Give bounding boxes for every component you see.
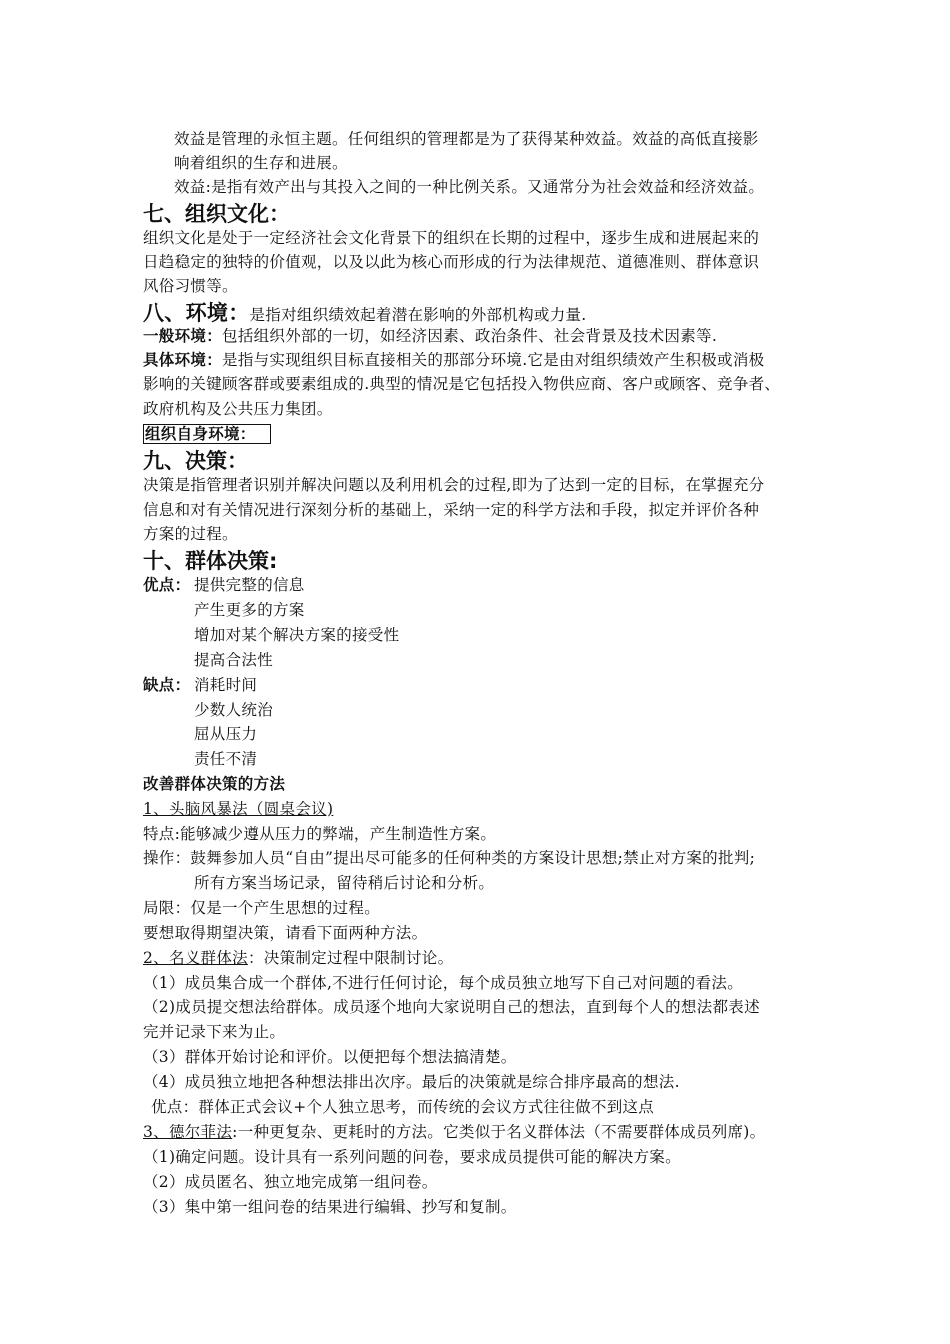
general-environment-line (143, 324, 717, 348)
brainstorm-operation-2: 所有方案当场记录，留待稍后讨论和分析。 (194, 874, 495, 892)
nominal-title: 2、名义群体法 (143, 949, 248, 967)
decision-line-3: 方案的过程。 (143, 525, 238, 543)
pros-item-3: 增加对某个解决方案的接受性 (194, 626, 400, 644)
internal-environment-line (143, 422, 271, 446)
brainstorm-operation-1: 操作：鼓舞参加人员“自由”提出尽可能多的任何种类的方案设计思想;禁止对方案的批判; (143, 849, 756, 867)
efficiency-line-2: 响着组织的生存和进展。 (174, 154, 348, 172)
section-heading-culture: 七、组织文化： (143, 202, 290, 226)
improve-methods-title: 改善群体决策的方法 (143, 775, 286, 793)
decision-line-1: 决策是指管理者识别并解决问题以及利用机会的过程,即为了达到一定的目标，在掌握充分 (143, 476, 765, 494)
general-environment-text: 包括组织外部的一切，如经济因素、政治条件、社会背景及技术因素等. (222, 327, 718, 345)
brainstorm-feature: 特点:能够减少遵从压力的弊端，产生制造性方案。 (143, 825, 497, 843)
culture-line-3: 风俗习惯等。 (143, 277, 238, 295)
brainstorm-title: 1、头脑风暴法（圆桌会议) (143, 800, 334, 818)
pros-item-1: 提供完整的信息 (194, 576, 305, 594)
culture-line-1: 组织文化是处于一定经济社会文化背景下的组织在长期的过程中，逐步生成和进展起来的 (143, 229, 760, 247)
delphi-step-3: （3）集中第一组问卷的结果进行编辑、抄写和复制。 (143, 1198, 517, 1216)
brainstorm-limit: 局限：仅是一个产生思想的过程。 (143, 899, 381, 917)
cons-item-1: 消耗时间 (194, 676, 258, 694)
specific-environment-line-1 (143, 348, 764, 372)
section-heading-group-decision: 十、群体决策: (143, 549, 278, 573)
delphi-title-line (143, 1120, 765, 1144)
nominal-step-2-cont: 完并记录下来为止。 (143, 1023, 286, 1041)
pros-label: 优点： (143, 576, 191, 594)
delphi-step-2: （2）成员匿名、独立地完成第一组问卷。 (143, 1173, 438, 1191)
delphi-step-1: （1)确定问题。设计具有一系列问题的问卷，要求成员提供可能的解决方案。 (143, 1148, 681, 1166)
nominal-step-1: （1）成员集合成一个群体,不进行任何讨论，每个成员独立地写下自己对问题的看法。 (143, 974, 743, 992)
delphi-title-rest: :一种更复杂、更耗时的方法。它类似于名义群体法（不需要群体成员列席)。 (232, 1123, 766, 1141)
brainstorm-transition: 要想取得期望决策，请看下面两种方法。 (143, 924, 428, 942)
pros-item-2: 产生更多的方案 (194, 601, 305, 619)
efficiency-line-1: 效益是管理的永恒主题。任何组织的管理都是为了获得某种效益。效益的高低直接影 (174, 130, 759, 148)
nominal-title-rest: ：决策制定过程中限制讨论。 (247, 949, 454, 967)
decision-line-2: 信息和对有关情况进行深刻分析的基础上，采纳一定的科学方法和手段，拟定并评价各种 (143, 501, 760, 519)
cons-item-2: 少数人统治 (194, 701, 274, 719)
nominal-step-2: （2)成员提交想法给群体。成员逐个地向大家说明自己的想法，直到每个人的想法都表述 (143, 998, 760, 1016)
nominal-advantage: 优点：群体正式会议+个人独立思考，而传统的会议方式往往做不到这点 (151, 1098, 655, 1116)
pros-item-4: 提高合法性 (194, 651, 274, 669)
cons-label: 缺点： (143, 676, 191, 694)
section-heading-decision: 九、决策： (143, 449, 248, 473)
environment-definition: 是指对组织绩效起着潜在影响的外部机构或力量. (249, 306, 587, 324)
specific-environment-line-2: 影响的关键顾客群或要素组成的.典型的情况是它包括投入物供应商、客户或顾客、竞争者、 (143, 375, 781, 393)
section-heading-environment: 八、环境： (143, 301, 250, 325)
specific-environment-text-1: 是指与实现组织目标直接相关的那部分环境.它是由对组织绩效产生积极或消极 (222, 351, 765, 369)
specific-environment-label: 具体环境： (143, 351, 223, 369)
nominal-step-3: （3）群体开始讨论和评价。以便把每个想法搞清楚。 (143, 1048, 517, 1066)
general-environment-label: 一般环境： (143, 327, 223, 345)
efficiency-line-3: 效益:是指有效产出与其投入之间的一种比例关系。又通常分为社会效益和经济效益。 (174, 178, 765, 196)
delphi-title: 3、德尔菲法 (143, 1123, 233, 1141)
internal-environment-label: 组织自身环境： (143, 424, 271, 444)
nominal-title-line (143, 946, 453, 970)
cons-item-3: 屈从压力 (194, 725, 258, 743)
specific-environment-line-3: 政府机构及公共压力集团。 (143, 400, 333, 418)
culture-line-2: 日趋稳定的独特的价值观，以及以此为核心而形成的行为法律规范、道德准则、群体意识 (143, 253, 760, 271)
cons-item-4: 责任不清 (194, 750, 258, 768)
nominal-step-4: （4）成员独立地把各种想法排出次序。最后的决策就是综合排序最高的想法. (143, 1073, 680, 1091)
